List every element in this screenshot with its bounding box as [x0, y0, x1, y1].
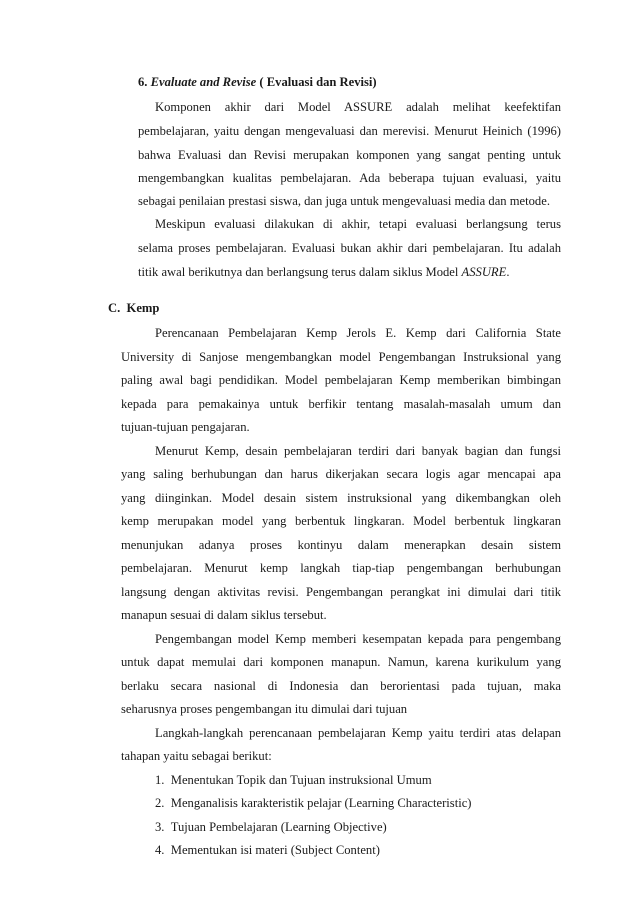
list-text: Tujuan Pembelajaran (Learning Objective): [170, 820, 387, 834]
section-6-title-rest: ( Evaluasi dan Revisi): [259, 75, 377, 89]
s6-p1-line: bahwa Evaluasi dan Revisi merupakan komponen yang sangat penting untuk: [138, 148, 561, 162]
section-6-title-italic: Evaluate and Revise: [150, 75, 257, 89]
s6-p2-last-text: titik awal berikutnya dan berlangsung terus dalam siklus Model: [138, 265, 459, 279]
s6-p2-line: selama proses pembelajaran. Evaluasi bukan akhir dari pembelajaran. Itu adalah: [138, 241, 561, 255]
c-p3-line: Pengembangan model Kemp memberi kesempatan kepada para pengembang: [155, 632, 561, 646]
c-p3-line: untuk dapat memulai dari komponen manapun. Namun, karena kurikulum yang: [121, 655, 561, 669]
c-p2-line: kemp merupakan model yang berbentuk lingkaran. Model berbentuk lingkaran: [121, 514, 561, 528]
section-c-heading: C. Kemp: [108, 301, 160, 315]
c-p2-line: yang diinginkan. Model desain sistem instruksional yang dikembangkan oleh: [121, 491, 561, 505]
s6-p2-last-italic: ASSURE: [461, 265, 507, 279]
s6-p2-last-period: .: [506, 265, 510, 279]
list-item: [155, 819, 387, 835]
s6-p1-line: pembelajaran, yaitu dengan mengevaluasi dan merevisi. Menurut Heinich (1996): [138, 124, 561, 138]
c-p4-line: tahapan yaitu sebagai berikut:: [121, 749, 272, 763]
list-text: Menentukan Topik dan Tujuan instruksional Umum: [170, 773, 432, 787]
list-item: [155, 795, 471, 811]
list-number: 1.: [155, 773, 165, 787]
list-item: [155, 772, 432, 788]
c-p1-line: paling awal bagi pendidikan. Model pembelajaran Kemp memberikan bimbingan: [121, 373, 561, 387]
c-p4-line: Langkah-langkah perencanaan pembelajaran Kemp yaitu terdiri atas delapan: [155, 726, 561, 740]
s6-p1-line: Komponen akhir dari Model ASSURE adalah melihat keefektifan: [155, 100, 561, 114]
list-number: 3.: [155, 820, 165, 834]
c-p1-line: University di Sanjose mengembangkan model Pengembangan Instruksional yang: [121, 350, 561, 364]
section-6-number: 6.: [138, 75, 148, 89]
c-p2-line: yang saling berhubungan dan harus dikerjakan secara logis agar mencapai apa: [121, 467, 561, 481]
s6-p2-line: [138, 264, 509, 280]
c-p2-line: manapun sesuai di dalam siklus tersebut.: [121, 608, 327, 622]
c-p1-line: tujuan-tujuan pengajaran.: [121, 420, 250, 434]
c-p2-line: pembelajaran. Menurut kemp langkah tiap-tiap pengembangan berhubungan: [121, 561, 561, 575]
s6-p2-line: Meskipun evaluasi dilakukan di akhir, tetapi evaluasi berlangsung terus: [155, 217, 561, 231]
c-p3-line: berlaku secara nasional di Indonesia dan berorientasi pada tujuan, maka: [121, 679, 561, 693]
s6-p1-line: mengembangkan kualitas pembelajaran. Ada beberapa tujuan evaluasi, yaitu: [138, 171, 561, 185]
c-p1-line: kepada para pemakainya untuk berfikir tentang masalah-masalah umum dan: [121, 397, 561, 411]
list-text: Menganalisis karakteristik pelajar (Learning Characteristic): [170, 796, 472, 810]
c-p1-line: Perencanaan Pembelajaran Kemp Jerols E. Kemp dari California State: [155, 326, 561, 340]
c-p2-line: langsung dengan aktivitas revisi. Pengembangan perangkat ini dimulai dari titik: [121, 585, 561, 599]
c-p3-line: seharusnya proses pengembangan itu dimulai dari tujuan: [121, 702, 408, 716]
list-item: [155, 842, 380, 858]
list-number: 4.: [155, 843, 165, 857]
section-6-heading: [138, 74, 377, 90]
c-p2-line: Menurut Kemp, desain pembelajaran terdiri dari banyak bagian dan fungsi: [155, 444, 561, 458]
s6-p1-line: sebagai penilaian prestasi siswa, dan juga untuk mengevaluasi media dan metode.: [138, 194, 550, 208]
list-text: Mementukan isi materi (Subject Content): [170, 843, 380, 857]
c-p2-line: menunjukan adanya proses kontinyu dalam menerapkan desain sistem: [121, 538, 561, 552]
list-number: 2.: [155, 796, 165, 810]
